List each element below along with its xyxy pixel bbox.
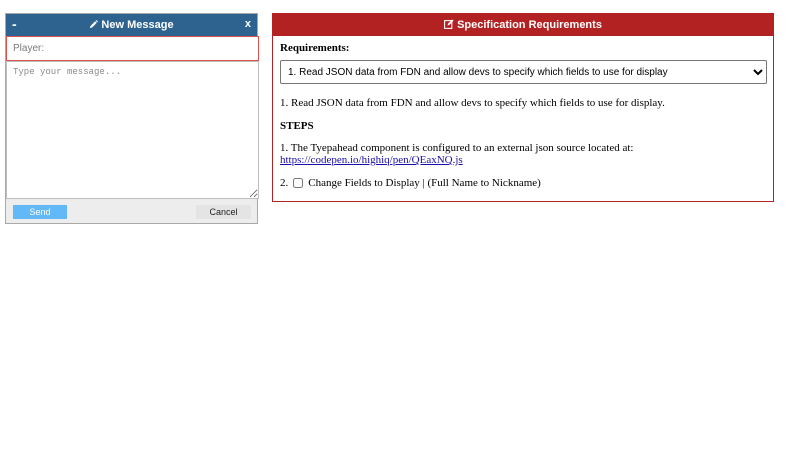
minimize-button[interactable]: -: [12, 16, 17, 32]
change-fields-checkbox[interactable]: [293, 178, 303, 188]
step-2-text: Change Fields to Display | (Full Name to Nickname): [308, 177, 541, 189]
send-button[interactable]: Send: [13, 205, 67, 219]
json-source-link[interactable]: https://codepen.io/highiq/pen/QEaxNQ.js: [280, 154, 463, 166]
message-footer: [6, 199, 257, 223]
pencil-icon: [89, 20, 98, 29]
specification-title: Specification Requirements: [457, 19, 602, 31]
requirement-description: 1. Read JSON data from FDN and allow devs to specify which fields to use for display.: [280, 97, 665, 109]
step-2: [280, 177, 541, 189]
message-textarea[interactable]: [6, 61, 259, 199]
close-button[interactable]: x: [244, 18, 251, 30]
specification-panel: [272, 13, 774, 202]
step-1: [280, 142, 633, 166]
new-message-title: [6, 19, 257, 31]
steps-heading: STEPS: [280, 120, 314, 132]
player-input[interactable]: [6, 36, 259, 61]
new-message-header: [6, 14, 257, 36]
step-2-number: 2.: [280, 177, 289, 189]
requirements-label: Requirements:: [280, 42, 350, 54]
cancel-button[interactable]: Cancel: [196, 205, 251, 219]
new-message-panel: [5, 13, 258, 224]
step-1-text: 1. The Tyepahead component is configured to an external json source located at:: [280, 142, 634, 154]
specification-header: [273, 14, 773, 36]
edit-icon: [444, 19, 454, 29]
requirements-select[interactable]: [280, 60, 767, 84]
new-message-title-text: New Message: [101, 19, 174, 31]
